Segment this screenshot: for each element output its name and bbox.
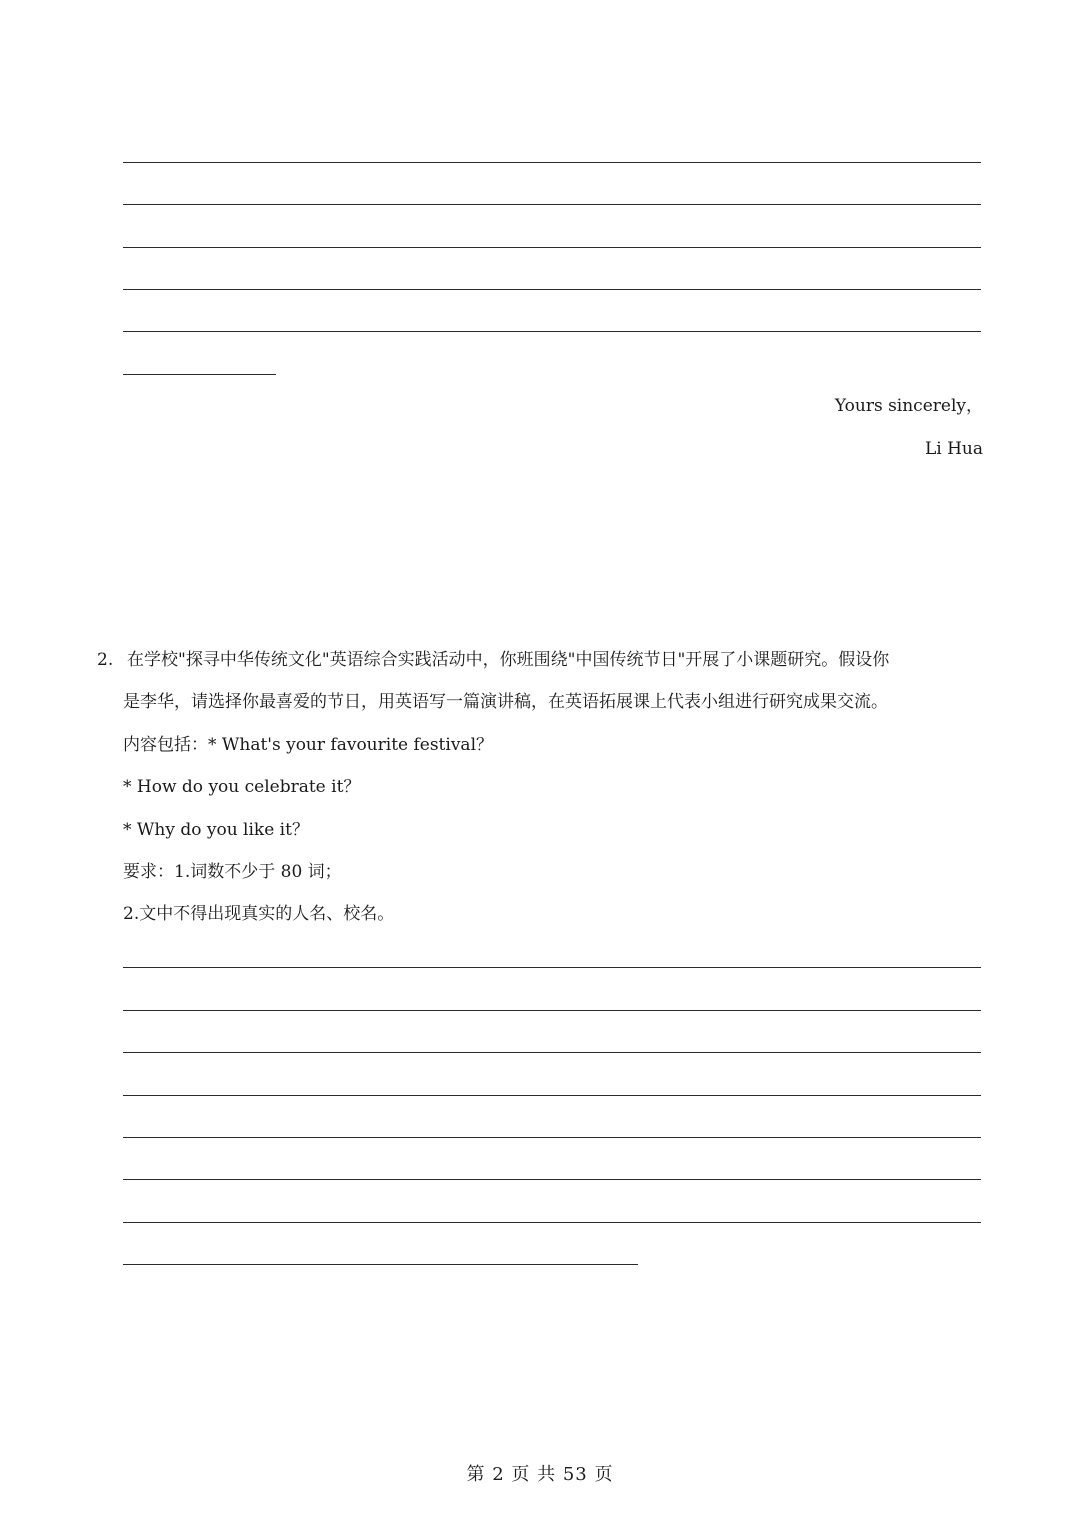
question-prompt-line1: 在学校"探寻中华传统文化"英语综合实践活动中，你班围绕"中国传统节日"开展了小课题研究。假设你 [127, 650, 890, 670]
content-intro: 内容包括：* What's your favourite festival？ [123, 735, 494, 755]
letter-signature: Li Hua [924, 439, 983, 459]
writing-line[interactable] [123, 1052, 981, 1053]
writing-line[interactable] [123, 1137, 981, 1138]
page-number: 第 2 页 共 53 页 [466, 1464, 614, 1485]
requirement: 要求：1.词数不少于 80 词； [123, 862, 342, 882]
letter-closing: Yours sincerely， [834, 396, 983, 416]
question-number: 2. [97, 650, 114, 670]
writing-line[interactable] [123, 331, 981, 332]
writing-line-short[interactable] [123, 1264, 638, 1265]
writing-line[interactable] [123, 289, 981, 290]
question-prompt-line2: 是李华，请选择你最喜爱的节日，用英语写一篇演讲稿，在英语拓展课上代表小组进行研究成果交流。 [123, 692, 888, 712]
writing-line[interactable] [123, 204, 981, 205]
writing-line-short[interactable] [123, 374, 276, 375]
writing-line[interactable] [123, 967, 981, 968]
writing-line[interactable] [123, 1010, 981, 1011]
requirement: 2.文中不得出现真实的人名、校名。 [123, 904, 395, 924]
writing-line[interactable] [123, 1179, 981, 1180]
writing-line[interactable] [123, 1222, 981, 1223]
content-bullet: * How do you celebrate it？ [123, 777, 361, 797]
writing-line[interactable] [123, 162, 981, 163]
writing-line[interactable] [123, 247, 981, 248]
content-bullet: * Why do you like it？ [123, 820, 309, 840]
writing-line[interactable] [123, 1095, 981, 1096]
